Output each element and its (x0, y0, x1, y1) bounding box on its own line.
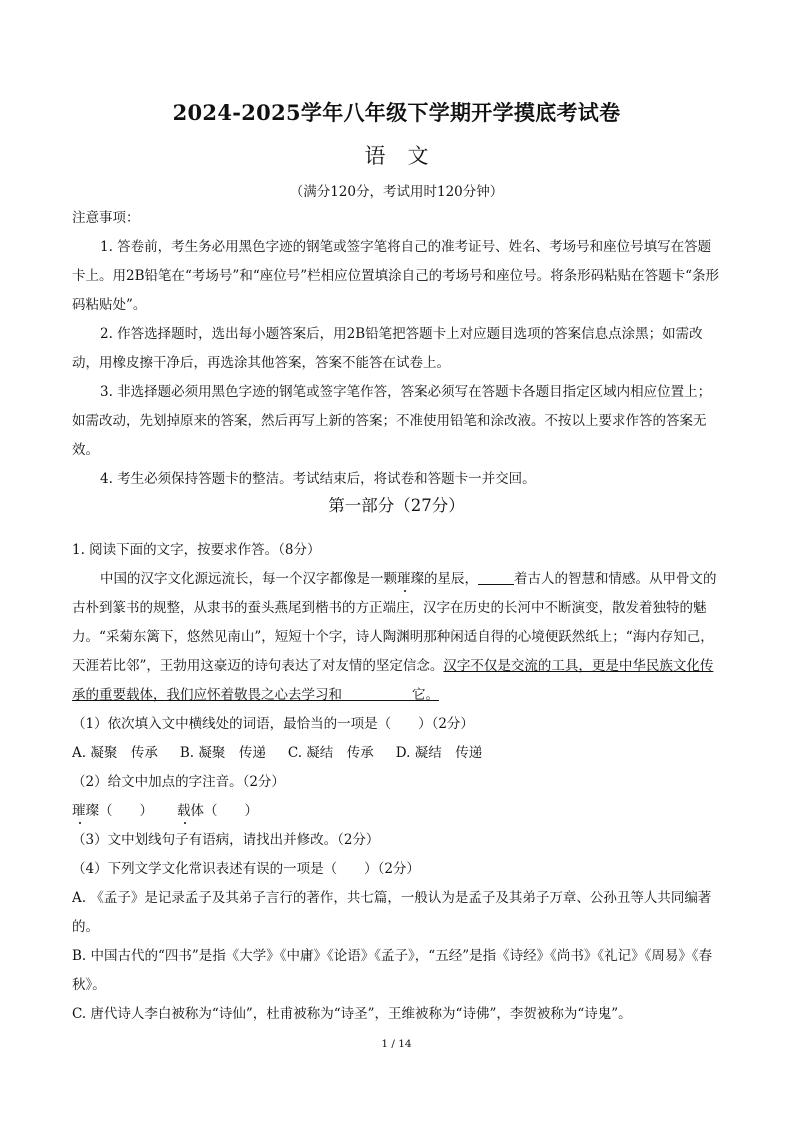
sub2-item2-rest: 体（ ） (190, 803, 258, 819)
q1-sub1-options (72, 739, 724, 768)
q1-sub1: （1）依次填入文中横线处的词语，最恰当的一项是（ ）（2分） (72, 716, 474, 732)
dotted-char-1: 璀 (397, 571, 411, 587)
dotted-char-2: 璀 (72, 803, 86, 819)
q1-sub4-option-a[interactable]: A. 《孟子》是记录孟子及其弟子言行的著作，共七篇，一般认为是孟子及其弟子万章、公孙丑等人共同编著的。 (72, 890, 712, 935)
notice-item-4: 4. 考生必须保持答题卡的整洁。考试结束后，将试卷和答题卡一并交回。 (100, 471, 536, 487)
q1-sub4: （4）下列文学文化常识表述有误的一项是（ ）（2分） (72, 861, 420, 877)
q1-stem: 1. 阅读下面的文字，按要求作答。（8分） (72, 542, 321, 558)
notice-section (72, 204, 724, 494)
option-a[interactable]: A. 凝聚 传承 (72, 745, 158, 761)
question-1 (72, 536, 724, 1029)
notice-heading: 注意事项： (72, 210, 140, 226)
section-title: 第一部分（27分） (328, 496, 465, 515)
q1-sub4-option-b[interactable]: B. 中国古代的“四书”是指《大学》《中庸》《论语》《孟子》，“五经”是指《诗经》《尚书》《礼记》《周易》《春秋》。 (72, 948, 713, 993)
score-note: （满分120分，考试用时120分钟） (289, 184, 504, 200)
q1-underlined-sentence: 汉字不仅是交流的工具，更是中华民族文化传承的重要载体，我们应怀着敬畏之心去学习和 (72, 658, 714, 703)
q1-sub4-option-c[interactable]: C. 唐代诗人李白被称为“诗仙”，杜甫被称为“诗圣”，王维被称为“诗佛”，李贺被称为“诗鬼”。 (72, 1006, 632, 1022)
notice-item-2: 2. 作答选择题时，选出每小题答案后，用2B铅笔把答题卡上对应题目选项的答案信息点涂黑；如需改动，用橡皮擦干净后，再选涂其他答案，答案不能答在试卷上。 (72, 326, 703, 371)
q1-passage (72, 565, 724, 710)
notice-item-1: 1. 答卷前，考生务必用黑色字迹的钢笔或签字笔将自己的准考证号、姓名、考场号和座位号填写在答题卡上。用2B铅笔在“考场号”和“座位号”栏相应位置填涂自己的考场号和座位号。将条形码粘贴在答题卡“条形码粘贴处”。 (72, 239, 720, 313)
option-c[interactable]: C. 凝结 传承 (287, 745, 374, 761)
q1-passage-b: 璨的星辰， (410, 571, 478, 587)
sub2-item1-rest: 璨（ ） (85, 803, 153, 819)
answer-blank-1[interactable] (478, 569, 514, 585)
q1-sub2: （2）给文中加点的字注音。（2分） (72, 774, 285, 790)
page-number: 1 / 14 (381, 1038, 412, 1050)
option-b[interactable]: B. 凝聚 传递 (179, 745, 266, 761)
q1-passage-c: 着古人的智慧和情感。从甲骨文的古朴到篆书的规整，从隶书的蚕头燕尾到楷书的方正端庄，汉字在历史的长河中不断演变，散发着独特的魅力。“采菊东篱下，悠然见南山”，短短十个字，诗人陶渊明那种闲适自得的心境便跃然纸上；“海内存知己，天涯若比邻”，王勃用这豪迈的诗句表达了对友情的坚定信念。 (72, 571, 717, 674)
notice-item-3: 3. 非选择题必须用黑色字迹的钢笔或签字笔作答，答案必须写在答题卡各题目指定区域内相应位置上；如需改动，先划掉原来的答案，然后再写上新的答案；不准使用铅笔和涂改液。不按以上要求作答的答案无效。 (72, 384, 712, 458)
q1-passage-end: 它。 (412, 687, 439, 703)
q1-passage-a: 中国的汉字文化源远流长，每一个汉字都像是一颗 (100, 571, 397, 587)
sub2-item2[interactable] (177, 803, 258, 819)
option-d[interactable]: D. 凝结 传递 (395, 745, 483, 761)
dotted-char-3: 载 (177, 803, 191, 819)
q1-sub2-items (72, 797, 724, 826)
subject-title: 语文 (364, 144, 451, 168)
exam-title: 2024-2025学年八年级下学期开学摸底考试卷 (172, 100, 621, 125)
q1-sub3: （3）文中划线句子有语病，请找出并修改。（2分） (72, 832, 380, 848)
answer-blank-2[interactable] (342, 685, 412, 701)
sub2-item1[interactable] (72, 803, 153, 819)
